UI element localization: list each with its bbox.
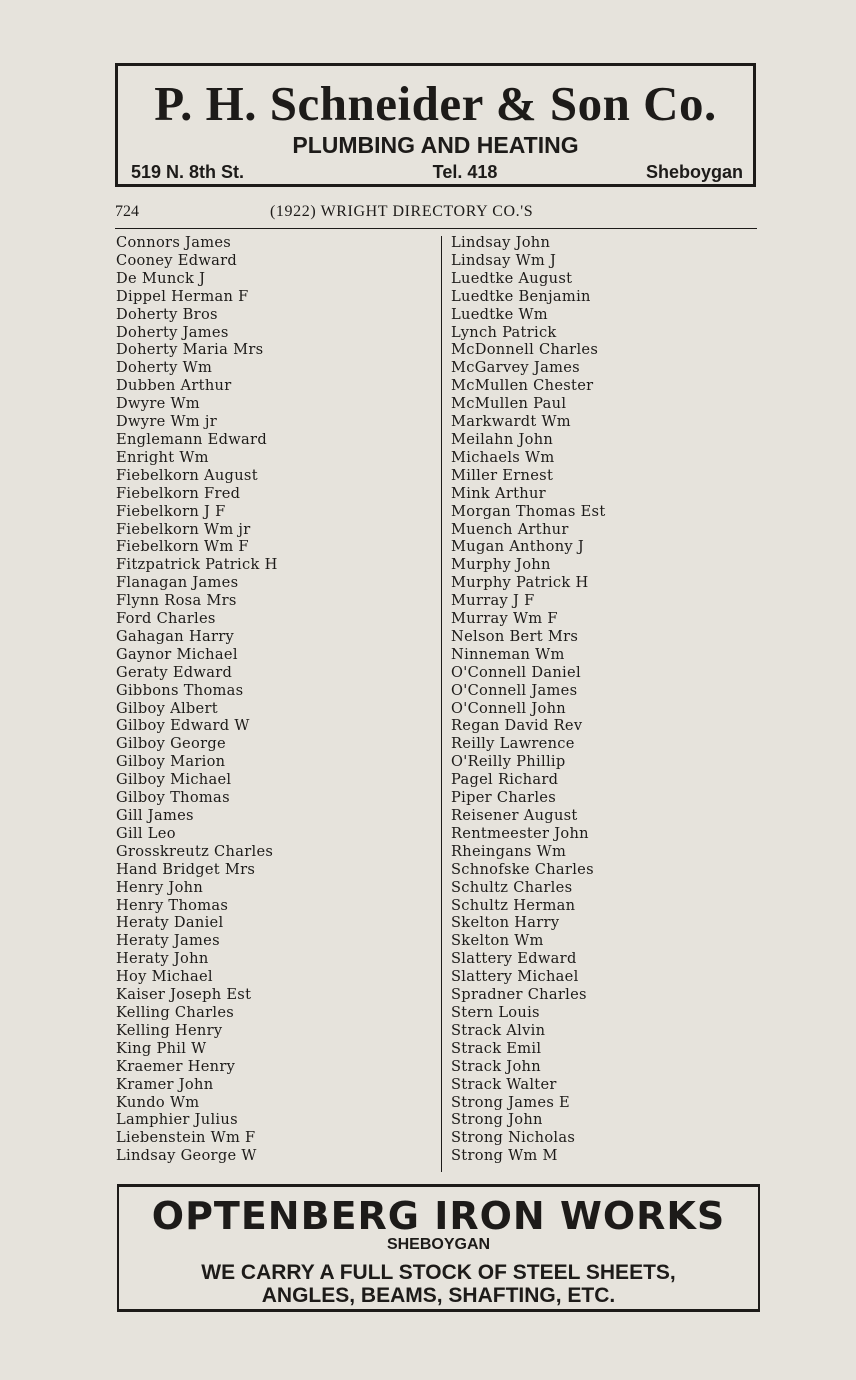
directory-entry: Ford Charles xyxy=(116,610,216,628)
directory-entry: De Munck J xyxy=(116,269,206,287)
directory-entry: Dubben Arthur xyxy=(116,377,232,395)
directory-entry: Miller Ernest xyxy=(451,466,554,484)
directory-entry: Gaynor Michael xyxy=(116,645,238,663)
directory-entry: Geraty Edward xyxy=(116,663,233,681)
directory-entry: Piper Charles xyxy=(451,789,557,807)
directory-entry: Slattery Edward xyxy=(451,950,577,968)
directory-entry: Strong Nicholas xyxy=(451,1129,576,1147)
directory-entry: McGarvey James xyxy=(451,359,580,377)
directory-entry: Strong James E xyxy=(451,1093,571,1111)
ad-city: Sheboygan xyxy=(645,162,743,182)
directory-entry: Gill James xyxy=(116,807,194,824)
directory-entry: Heraty James xyxy=(116,932,220,950)
directory-entry: Luedtke Wm xyxy=(451,305,548,323)
directory-entry: Hoy Michael xyxy=(116,968,213,986)
directory-entry: Doherty Wm xyxy=(116,359,213,377)
directory-entry: Englemann Edward xyxy=(116,430,267,448)
directory-entry: Fiebelkorn August xyxy=(116,466,258,484)
directory-entry: Mink Arthur xyxy=(451,484,546,502)
ad-company-name: P. H. Schneider & Son Co. xyxy=(154,76,717,131)
directory-entry: Michaels Wm xyxy=(451,448,555,466)
directory-entry: Henry Thomas xyxy=(116,896,229,914)
directory-entry: Strong Wm M xyxy=(451,1147,558,1165)
directory-entry: Heraty John xyxy=(116,950,209,968)
directory-entry: Strack Emil xyxy=(451,1039,542,1057)
directory-entry: Muench Arthur xyxy=(451,520,569,538)
directory-entry: Kelling Henry xyxy=(116,1021,223,1039)
directory-entry: Henry John xyxy=(116,878,204,896)
directory-entry: O'Connell John xyxy=(451,699,566,717)
directory-entry: Lindsay John xyxy=(451,234,551,251)
directory-entry: Gilboy George xyxy=(116,735,226,753)
page-title: (1922) WRIGHT DIRECTORY CO.'S xyxy=(270,203,534,220)
ad-bottom-line-2: ANGLES, BEAMS, SHAFTING, ETC. xyxy=(261,1284,616,1307)
directory-entry: Rentmeester John xyxy=(451,824,589,842)
page-header xyxy=(115,201,757,223)
directory-entry: Kraemer Henry xyxy=(116,1057,236,1075)
ad-contact-row xyxy=(131,162,743,182)
directory-entry: McMullen Paul xyxy=(451,395,567,413)
directory-entry: Meilahn John xyxy=(451,430,554,448)
directory-entry: King Phil W xyxy=(116,1039,207,1057)
directory-entry: Gilboy Michael xyxy=(116,771,232,789)
bottom-advertisement xyxy=(117,1184,760,1312)
directory-entry: Markwardt Wm xyxy=(451,413,571,431)
directory-entry: Strong John xyxy=(451,1111,543,1129)
directory-entry: O'Reilly Phillip xyxy=(451,753,566,771)
right-column xyxy=(451,234,771,1165)
header-divider xyxy=(115,228,757,229)
directory-entry: Rheingans Wm xyxy=(451,842,567,860)
ad-trade: PLUMBING AND HEATING xyxy=(292,132,579,158)
directory-entry: Regan David Rev xyxy=(451,717,583,735)
directory-entry: Murray Wm F xyxy=(451,610,558,628)
directory-entry: Gahagan Harry xyxy=(116,627,235,645)
directory-entry: Flynn Rosa Mrs xyxy=(116,592,237,610)
directory-entry: Hand Bridget Mrs xyxy=(116,860,256,878)
directory-entry: Gilboy Thomas xyxy=(116,789,230,807)
directory-entry: Pagel Richard xyxy=(451,771,559,789)
directory-entry: Fitzpatrick Patrick H xyxy=(116,556,278,574)
directory-entry: Reilly Lawrence xyxy=(451,735,575,753)
directory-entry: Lindsay Wm J xyxy=(451,251,557,269)
ad-bottom-city: SHEBOYGAN xyxy=(386,1236,491,1253)
directory-entry: Kramer John xyxy=(116,1075,214,1093)
ad-phone: Tel. 418 xyxy=(432,162,498,182)
directory-entry: Gilboy Edward W xyxy=(116,717,250,735)
directory-entry: McMullen Chester xyxy=(451,377,594,395)
left-column xyxy=(116,234,436,1165)
directory-entry: O'Connell Daniel xyxy=(451,663,581,681)
directory-entry: Luedtke Benjamin xyxy=(451,287,591,305)
directory-entry: Murphy Patrick H xyxy=(451,574,589,592)
ad-address: 519 N. 8th St. xyxy=(131,162,245,182)
directory-entry: Dwyre Wm jr xyxy=(116,413,217,431)
directory-entry: Gill Leo xyxy=(116,824,176,842)
directory-entry: Lindsay George W xyxy=(116,1147,257,1165)
directory-entry: Murphy John xyxy=(451,556,551,574)
directory-entry: Gilboy Albert xyxy=(116,699,218,717)
top-advertisement xyxy=(115,63,756,187)
directory-entry: Skelton Harry xyxy=(451,914,560,932)
directory-entry: Nelson Bert Mrs xyxy=(451,627,579,645)
directory-entry: McDonnell Charles xyxy=(451,341,599,359)
directory-entry: Kelling Charles xyxy=(116,1003,235,1021)
directory-entry: Schultz Herman xyxy=(451,896,576,914)
directory-entry: Mugan Anthony J xyxy=(451,538,585,556)
directory-entry: Heraty Daniel xyxy=(116,914,224,932)
page-number: 724 xyxy=(115,203,139,220)
directory-entry: Luedtke August xyxy=(451,269,573,287)
directory-entry: Stern Louis xyxy=(451,1003,540,1021)
directory-entry: Liebenstein Wm F xyxy=(116,1129,256,1147)
directory-entry: Gilboy Marion xyxy=(116,753,226,771)
column-divider xyxy=(441,236,442,1172)
ad-bottom-line-1: WE CARRY A FULL STOCK OF STEEL SHEETS, xyxy=(201,1261,676,1284)
directory-entry: Kundo Wm xyxy=(116,1093,200,1111)
directory-entry: Reisener August xyxy=(451,807,578,824)
directory-entry: O'Connell James xyxy=(451,681,578,699)
directory-entry: Connors James xyxy=(116,234,232,251)
directory-entry: Doherty Bros xyxy=(116,305,218,323)
directory-entry: Fiebelkorn Fred xyxy=(116,484,241,502)
ad-bottom-company: OPTENBERG IRON WORKS xyxy=(151,1194,726,1238)
directory-entry: Fiebelkorn J F xyxy=(116,502,226,520)
directory-entry: Strack Alvin xyxy=(451,1021,546,1039)
directory-entry: Kaiser Joseph Est xyxy=(116,986,252,1004)
directory-entry: Grosskreutz Charles xyxy=(116,842,274,860)
directory-entry: Schultz Charles xyxy=(451,878,573,896)
directory-entry: Dwyre Wm xyxy=(116,395,200,413)
directory-entry: Fiebelkorn Wm jr xyxy=(116,520,251,538)
directory-entry: Doherty James xyxy=(116,323,229,341)
directory-entry: Strack Walter xyxy=(451,1075,557,1093)
directory-entry: Strack John xyxy=(451,1057,541,1075)
directory-entry: Ninneman Wm xyxy=(451,645,565,663)
directory-entry: Dippel Herman F xyxy=(116,287,249,305)
directory-entry: Murray J F xyxy=(451,592,535,610)
directory-entry: Enright Wm xyxy=(116,448,209,466)
directory-entry: Lynch Patrick xyxy=(451,323,557,341)
directory-entry: Schnofske Charles xyxy=(451,860,594,878)
directory-entry: Spradner Charles xyxy=(451,986,587,1004)
directory-entry: Fiebelkorn Wm F xyxy=(116,538,249,556)
directory-entry: Flanagan James xyxy=(116,574,239,592)
directory-entry: Gibbons Thomas xyxy=(116,681,244,699)
directory-entry: Cooney Edward xyxy=(116,251,238,269)
directory-entry: Morgan Thomas Est xyxy=(451,502,606,520)
directory-entry: Skelton Wm xyxy=(451,932,544,950)
directory-entry: Doherty Maria Mrs xyxy=(116,341,264,359)
directory-entry: Slattery Michael xyxy=(451,968,579,986)
directory-entry: Lamphier Julius xyxy=(116,1111,238,1129)
